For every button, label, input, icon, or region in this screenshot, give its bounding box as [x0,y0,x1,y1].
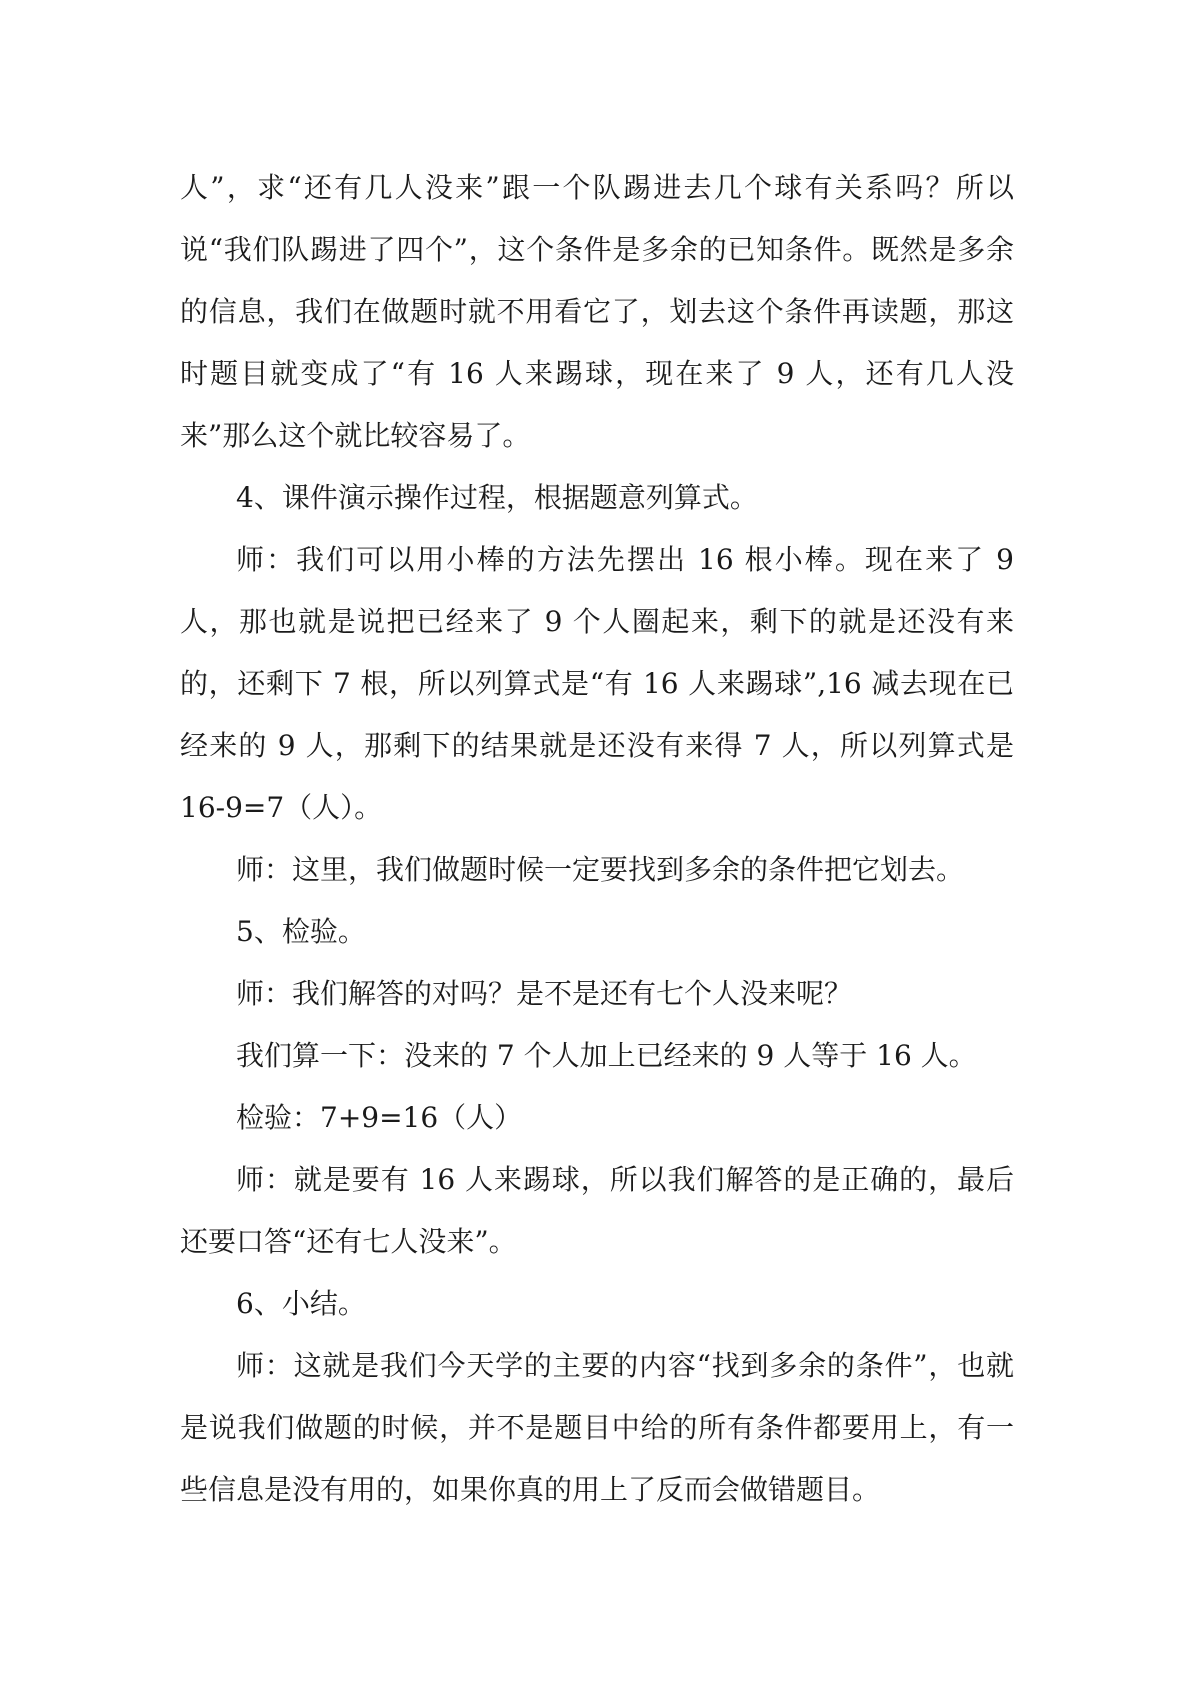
teacher-question-paragraph: 师：我们解答的对吗？是不是还有七个人没来呢？ [236,977,853,1010]
teacher-explanation-paragraph: 师：我们可以用小棒的方法先摆出 16 根小棒。现在来了 9 人，那也就是说把已经来了 9 个人圈起来，剩下的就是还没有来的，还剩下 7 根，所以列算式是“有 16 人来踢球”,16 减去现在已经来的 9 人，那剩下的结果就是还没有来得 7 人，所以列算式是 16-9=7（人）。 [180,543,1014,824]
teacher-reminder-paragraph: 师：这里，我们做题时候一定要找到多余的条件把它划去。 [236,853,965,886]
teacher-confirm-paragraph: 师：就是要有 16 人来踢球，所以我们解答的是正确的，最后还要口答“还有七人没来”。 [180,1163,1014,1258]
step-6-heading: 6、小结。 [236,1287,366,1320]
step-5-heading: 5、检验。 [236,915,366,948]
check-equation-paragraph: 检验：7+9=16（人） [236,1101,523,1134]
teacher-summary-paragraph: 师：这就是我们今天学的主要的内容“找到多余的条件”，也就是说我们做题的时候，并不是题目中给的所有条件都要用上，有一些信息是没有用的，如果你真的用上了反而会做错题目。 [180,1349,1014,1506]
step-4-heading: 4、课件演示操作过程，根据题意列算式。 [236,481,758,514]
calculation-paragraph: 我们算一下：没来的 7 个人加上已经来的 9 人等于 16 人。 [236,1039,977,1072]
document-body [180,157,1014,1521]
paragraph-continuation: 人”，求“还有几人没来”跟一个队踢进去几个球有关系吗？所以说“我们队踢进了四个”，这个条件是多余的已知条件。既然是多余的信息，我们在做题时就不用看它了，划去这个条件再读题，那这时题目就变成了“有 16 人来踢球，现在来了 9 人，还有几人没来”那么这个就比较容易了。 [180,171,1014,452]
